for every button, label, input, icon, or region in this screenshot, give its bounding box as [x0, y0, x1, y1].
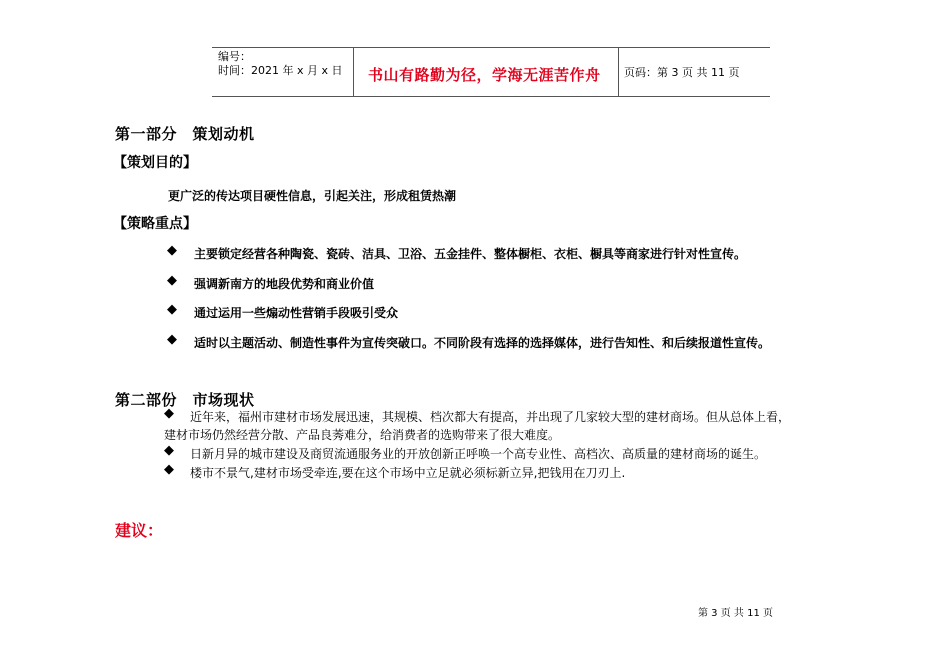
strategy-bullet: 适时以主题活动、制造性事件为宣传突破口。不同阶段有选择的选择媒体，进行告知性、和后续报道性宣传。 [194, 336, 771, 350]
market-bullet-line: 日新月异的城市建设及商贸流通服务业的开放创新正呼唤一个高专业性、高档次、高质量的建材商场的诞生。 [190, 447, 767, 461]
strategy-bullet: 通过运用一些煽动性营销手段吸引受众 [194, 306, 399, 320]
strategy-bullet: 主要锁定经营各种陶瓷、瓷砖、洁具、卫浴、五金挂件、整体橱柜、衣柜、橱具等商家进行针对性宣传。 [194, 247, 747, 261]
header-motto: 书山有路勤为径，学海无涯苦作舟 [368, 66, 601, 84]
bullet-diamond-icon: ◆ [164, 406, 174, 421]
section1-title: 第一部分 策划动机 [115, 125, 255, 143]
bullet-diamond-icon: ◆ [164, 462, 174, 477]
bullet-diamond-icon: ◆ [167, 302, 177, 317]
footer-page-number: 第 3 页 共 11 页 [698, 608, 773, 619]
market-bullet-line: 楼市不景气,建材市场受牵连,要在这个市场中立足就必须标新立异,把钱用在刀刃上. [190, 466, 626, 480]
header-divider-left [353, 47, 354, 96]
market-bullet-line: 建材市场仍然经营分散、产品良莠难分，给消费者的选购带来了很大难度。 [164, 428, 561, 442]
header-top-rule [212, 47, 770, 48]
strategy-bullet: 强调新南方的地段优势和商业价值 [194, 277, 375, 291]
purpose-heading: 【策划目的】 [113, 155, 197, 171]
bullet-diamond-icon: ◆ [167, 243, 177, 258]
suggestion-title: 建议： [115, 521, 164, 540]
purpose-text: 更广泛的传达项目硬性信息，引起关注，形成租赁热潮 [168, 189, 457, 203]
header-divider-right [618, 47, 619, 96]
bullet-diamond-icon: ◆ [167, 332, 177, 347]
header-bottom-rule [212, 96, 770, 97]
header-page-label: 页码：第 3 页 共 11 页 [624, 66, 740, 79]
header-time-label: 时间：2021 年 x 月 x 日 [218, 64, 343, 77]
bullet-diamond-icon: ◆ [167, 273, 177, 288]
header-number-label: 编号： [218, 50, 251, 63]
market-bullet-line: 近年来，福州市建材市场发展迅速，其规模、档次都大有提高，并出现了几家较大型的建材商场。但从总体上看， [190, 410, 791, 424]
strategy-heading: 【策略重点】 [113, 216, 197, 232]
bullet-diamond-icon: ◆ [164, 443, 174, 458]
section2-title: 第二部份 市场现状 [115, 391, 255, 409]
